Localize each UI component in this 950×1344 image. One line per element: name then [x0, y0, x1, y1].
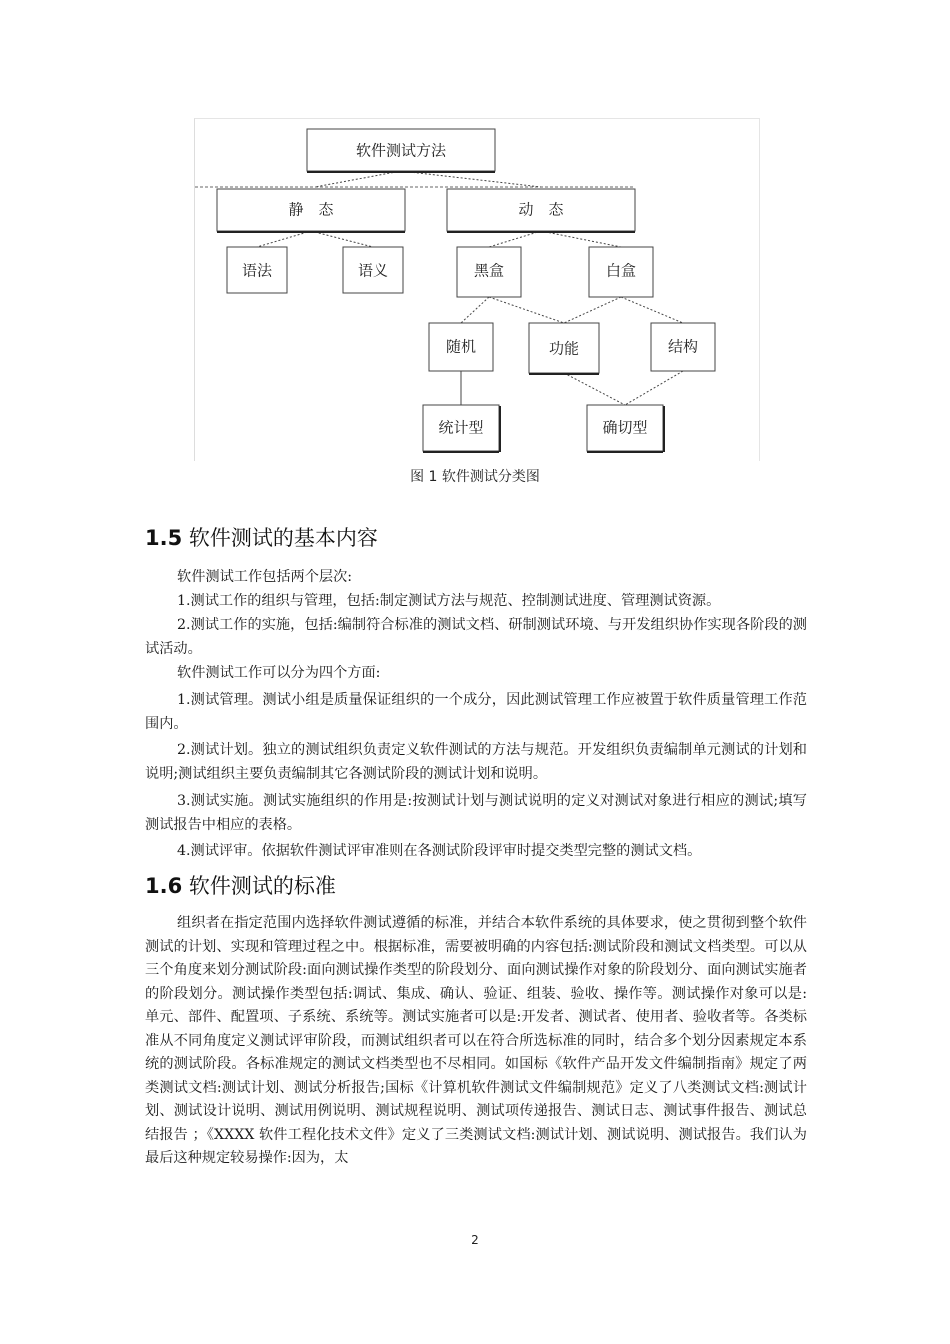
- edge-structure-exact: [625, 371, 683, 405]
- node-static: 静 态: [288, 200, 334, 219]
- test-method-classification-diagram: [194, 118, 760, 461]
- figure-caption: 图 1 软件测试分类图: [410, 469, 540, 485]
- section-1-5-number: 1.5: [145, 526, 183, 550]
- section-1-6-title: 软件测试的标准: [182, 874, 336, 898]
- section-1-5-heading: [145, 522, 378, 552]
- s15-para-7: 3.测试实施。测试实施组织的作用是:按测试计划与测试说明的定义对测试对象进行相应的测试;填写测试报告中相应的表格。: [145, 793, 807, 833]
- section-1-6-heading: [145, 870, 336, 900]
- edge-root-static: [315, 171, 401, 187]
- node-dynamic: 动 态: [518, 200, 564, 219]
- s15-para-3: 2.测试工作的实施，包括:编制符合标准的测试文档、研制测试环境、与开发组织协作实现各阶段的测试活动。: [145, 617, 807, 657]
- s15-para-1: 软件测试工作包括两个层次:: [177, 569, 353, 585]
- edge-dynamic-whitebox: [541, 231, 621, 247]
- edge-static-syntax: [257, 231, 311, 247]
- node-exact: 确切型: [602, 418, 648, 437]
- edge-whitebox-function: [564, 297, 621, 323]
- s15-para-4: 软件测试工作可以分为四个方面:: [177, 665, 381, 681]
- s15-para-2: 1.测试工作的组织与管理，包括:制定测试方法与规范、控制测试进度、管理测试资源。: [177, 593, 721, 609]
- node-root: 软件测试方法: [355, 141, 447, 160]
- node-structure: 结构: [667, 337, 699, 356]
- s15-para-6: 2.测试计划。独立的测试组织负责定义软件测试的方法与规范。开发组织负责编制单元测试的计划和说明;测试组织主要负责编制其它各测试阶段的测试计划和说明。: [145, 742, 807, 782]
- node-blackbox: 黑盒: [473, 261, 505, 280]
- edge-whitebox-structure: [621, 297, 683, 323]
- page-number: 2: [471, 1233, 479, 1247]
- node-random: 随机: [445, 337, 477, 356]
- node-syntax: 语法: [241, 261, 273, 280]
- edge-root-dynamic: [401, 171, 541, 187]
- node-statistical: 统计型: [438, 418, 484, 437]
- section-1-5-title: 软件测试的基本内容: [182, 526, 378, 550]
- edge-blackbox-function: [489, 297, 564, 323]
- diagram-svg: [195, 119, 759, 461]
- section-1-6-number: 1.6: [145, 874, 183, 898]
- edge-function-exact: [564, 373, 625, 405]
- edge-dynamic-blackbox: [489, 231, 541, 247]
- edge-static-semantics: [311, 231, 373, 247]
- edge-blackbox-random: [461, 297, 489, 323]
- s15-para-8: 4.测试评审。依据软件测试评审准则在各测试阶段评审时提交类型完整的测试文档。: [177, 843, 702, 859]
- node-semantics: 语义: [357, 261, 389, 280]
- s16-para-1: 组织者在指定范围内选择软件测试遵循的标准，并结合本软件系统的具体要求，使之贯彻到整个软件测试的计划、实现和管理过程之中。根据标准，需要被明确的内容包括:测试阶段和测试文档类型。可以从三个角度来划分测试阶段:面向测试操作类型的阶段划分、面向测试操作对象的阶段划分、面向测试实施者的阶段划分。测试操作类型包括:调试、集成、确认、验证、组装、验收、操作等。测试操作对象可以是:单元、部件、配置项、子系统、系统等。测试实施者可以是:开发者、测试者、使用者、验收者等。各类标准从不同角度定义测试评审阶段，而测试组织者可以在符合所选标准的同时，结合多个划分因素规定本系统的测试阶段。各标准规定的测试文档类型也不尽相同。如国标《软件产品开发文件编制指南》规定了两类测试文档:测试计划、测试分析报告;国标《计算机软件测试文件编制规范》定义了八类测试文档:测试计划、测试设计说明、测试用例说明、测试规程说明、测试项传递报告、测试日志、测试事件报告、测试总结报告 ；《XXXX 软件工程化技术文件》定义了三类测试文档:测试计划、测试说明、测试报告。我们认为最后这种规定较易操作:因为，太: [145, 915, 807, 1166]
- node-function: 功能: [548, 339, 580, 358]
- s15-para-5: 1.测试管理。测试小组是质量保证组织的一个成分，因此测试管理工作应被置于软件质量管理工作范围内。: [145, 692, 807, 732]
- node-whitebox: 白盒: [605, 261, 637, 280]
